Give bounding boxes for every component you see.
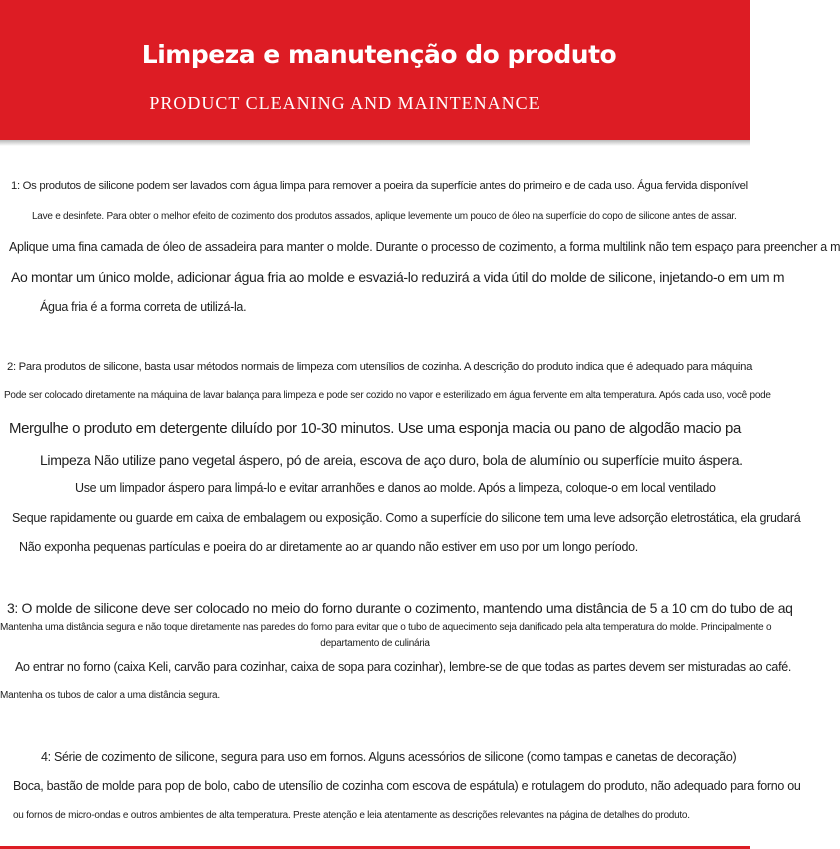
header-banner [0,0,750,140]
section-2-line-5: Use um limpador áspero para limpá-lo e evitar arranhões e danos ao molde. Após a limpeza, coloque-o em local ventilado [75,481,716,495]
section-3-line-4: Ao entrar no forno (caixa Keli, carvão para cozinhar, caixa de sopa para cozinhar), lembre-se de que todas as partes devem ser misturadas ao café. [15,660,792,674]
section-4-line-1: 4: Série de cozimento de silicone, segura para uso em fornos. Alguns acessórios de silicone (como tampas e canetas de decoração) [41,750,737,764]
section-2-line-7: Não exponha pequenas partículas e poeira do ar diretamente ao ar quando não estiver em uso por um longo período. [19,540,638,554]
section-2-line-1: 2: Para produtos de silicone, basta usar métodos normais de limpeza com utensílios de cozinha. A descrição do produto indica que é adequado para máquina [7,361,753,373]
section-4-line-3: ou fornos de micro-ondas e outros ambientes de alta temperatura. Preste atenção e leia atentamente as descrições relevantes na página de detalhes do produto. [13,810,690,821]
section-4-line-2: Boca, bastão de molde para pop de bolo, cabo de utensílio de cozinha com escova de espátula) e rotulagem do produto, não adequado para forno ou [13,779,801,793]
section-3-line-1: 3: O molde de silicone deve ser colocado no meio do forno durante o cozimento, mantendo uma distância de 5 a 10 cm do tubo de aq [7,600,793,616]
banner-shadow [0,140,750,146]
section-3-line-5: Mantenha os tubos de calor a uma distância segura. [0,690,220,701]
page-subtitle: PRODUCT CLEANING AND MAINTENANCE [149,93,541,113]
section-2-line-2: Pode ser colocado diretamente na máquina de lavar balança para limpeza e pode ser cozido no vapor e esterilizado em água fervente em alta temperatura. Após cada uso, você pode [4,390,771,401]
section-1-line-4: Ao montar um único molde, adicionar água fria ao molde e esvaziá-lo reduzirá a vida útil do molde de silicone, injetando-o em um m [11,269,785,285]
section-2-line-6: Seque rapidamente ou guarde em caixa de embalagem ou exposição. Como a superfície do silicone tem uma leve adsorção eletrostática, ela grudará [12,511,801,525]
section-1-line-5: Água fria é a forma correta de utilizá-la. [40,300,247,314]
section-3-line-2: Mantenha uma distância segura e não toque diretamente nas paredes do forno para evitar que o tubo de aquecimento seja danificado pela alta temperatura do molde. Principalmente o [0,622,772,633]
section-1-line-2: Lave e desinfete. Para obter o melhor efeito de cozimento dos produtos assados, aplique levemente um pouco de óleo na superfície do copo de silicone antes de assar. [32,211,737,222]
section-3-line-3: departamento de culinária [320,638,430,649]
page-title: Limpeza e manutenção do produto [141,40,617,69]
section-2-line-4: Limpeza Não utilize pano vegetal áspero, pó de areia, escova de aço duro, bola de alumínio ou superfície muito áspera. [40,452,743,468]
section-2-line-3: Mergulhe o produto em detergente diluído por 10-30 minutos. Use uma esponja macia ou pano de algodão macio pa [9,420,741,437]
section-1-line-3: Aplique uma fina camada de óleo de assadeira para manter o molde. Durante o processo de cozimento, a forma multilink não tem espaço para preencher a m [9,240,840,254]
section-1-line-1: 1: Os produtos de silicone podem ser lavados com água limpa para remover a poeira da superfície antes do primeiro e de cada uso. Água fervida disponível [11,180,748,192]
